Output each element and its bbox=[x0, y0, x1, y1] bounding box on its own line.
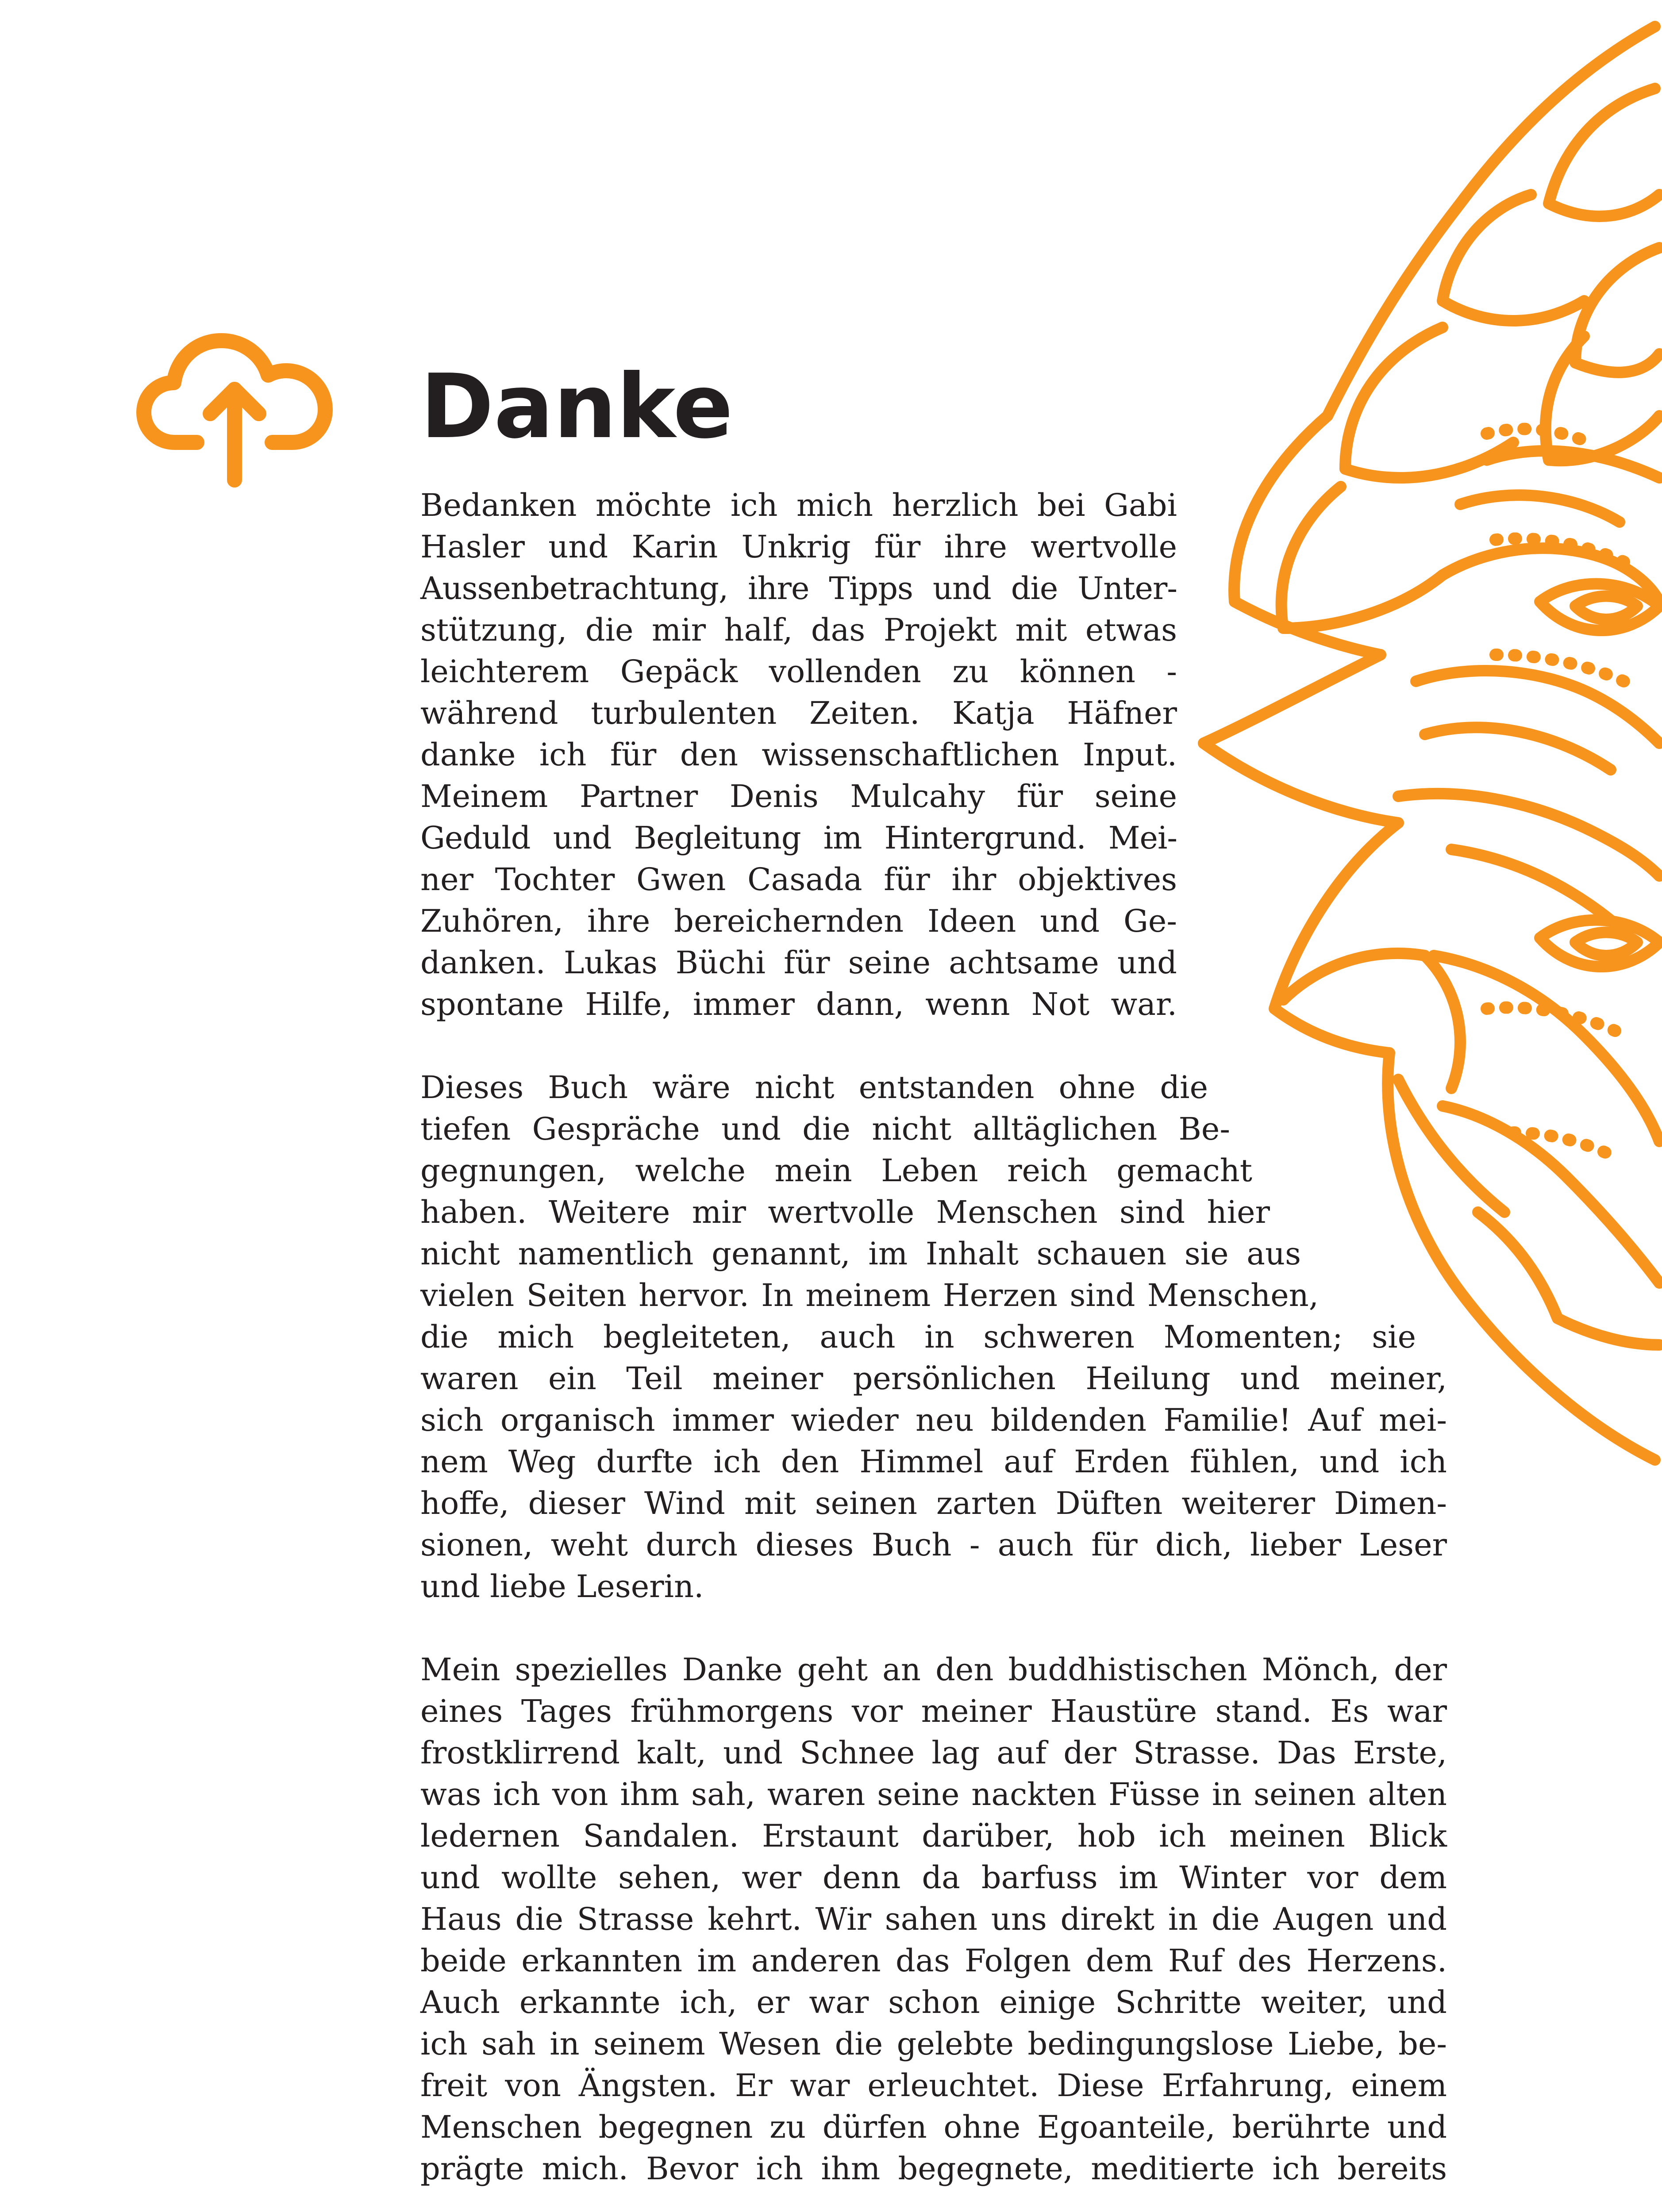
text-line: Mein spezielles Danke geht an den buddhistischen Mönch, der bbox=[420, 1651, 1447, 1688]
text-line: prägte mich. Bevor ich ihm begegnete, meditierte ich bereits bbox=[420, 2151, 1447, 2187]
text-line: spontane Hilfe, immer dann, wenn Not war. bbox=[420, 986, 1177, 1022]
text-line: Bedanken möchte ich mich herzlich bei Gabi bbox=[420, 487, 1177, 523]
text-line: ich sah in seinem Wesen die gelebte bedingungslose Liebe, be- bbox=[420, 2026, 1447, 2062]
text-line: Geduld und Begleitung im Hintergrund. Mei- bbox=[420, 820, 1177, 856]
text-line: und liebe Leserin. bbox=[420, 1568, 704, 1605]
text-line: danke ich für den wissenschaftlichen Input. bbox=[420, 737, 1177, 773]
text-line: stützung, die mir half, das Projekt mit etwas bbox=[420, 612, 1177, 648]
text-line: eines Tages frühmorgens vor meiner Haustüre stand. Es war bbox=[420, 1693, 1447, 1729]
text-line: ner Tochter Gwen Casada für ihr objektives bbox=[420, 861, 1177, 898]
cloud-upload-icon bbox=[133, 323, 336, 500]
text-line: Haus die Strasse kehrt. Wir sahen uns direkt in die Augen und bbox=[420, 1901, 1447, 1937]
text-line: Meinem Partner Denis Mulcahy für seine bbox=[420, 778, 1177, 814]
text-line: waren ein Teil meiner persönlichen Heilung und meiner, bbox=[420, 1360, 1447, 1397]
text-line: frostklirrend kalt, und Schnee lag auf der Strasse. Das Erste, bbox=[420, 1735, 1447, 1771]
text-line: und wollte sehen, wer denn da barfuss im Winter vor dem bbox=[420, 1859, 1447, 1896]
text-line: nem Weg durfte ich den Himmel auf Erden fühlen, und ich bbox=[420, 1444, 1447, 1480]
text-line: vielen Seiten hervor. In meinem Herzen sind Menschen, bbox=[420, 1277, 1319, 1313]
text-line: Auch erkannte ich, er war schon einige Schritte weiter, und bbox=[420, 1984, 1447, 2020]
text-line: beide erkannten im anderen das Folgen dem Ruf des Herzens. bbox=[420, 1943, 1447, 1979]
text-line: was ich von ihm sah, waren seine nackten Füsse in seinen alten bbox=[420, 1776, 1447, 1813]
text-line: ledernen Sandalen. Erstaunt darüber, hob ich meinen Blick bbox=[420, 1818, 1447, 1854]
text-line: Aussenbetrachtung, ihre Tipps und die Unter- bbox=[420, 570, 1177, 607]
text-line: tiefen Gespräche und die nicht alltäglichen Be- bbox=[420, 1111, 1230, 1147]
text-line: hoffe, dieser Wind mit seinen zarten Düften weiterer Dimen- bbox=[420, 1485, 1447, 1521]
text-line: die mich begleiteten, auch in schweren Momenten; sie bbox=[420, 1319, 1416, 1355]
paragraph-acknowledgements bbox=[420, 484, 1447, 1025]
body-text bbox=[420, 484, 1447, 2212]
text-line: während turbulenten Zeiten. Katja Häfner bbox=[420, 695, 1177, 731]
paragraph-monk bbox=[420, 1649, 1447, 2189]
text-line: haben. Weitere mir wertvolle Menschen sind hier bbox=[420, 1194, 1270, 1230]
text-line: leichterem Gepäck vollenden zu können - bbox=[420, 653, 1177, 690]
text-line: Hasler und Karin Unkrig für ihre wertvolle bbox=[420, 529, 1177, 565]
text-line: Dieses Buch wäre nicht entstanden ohne die bbox=[420, 1069, 1208, 1106]
text-line: nicht namentlich genannt, im Inhalt schauen sie aus bbox=[420, 1236, 1301, 1272]
page-title: Danke bbox=[420, 355, 733, 458]
text-line: Zuhören, ihre bereichernden Ideen und Ge- bbox=[420, 903, 1177, 939]
text-line: gegnungen, welche mein Leben reich gemacht bbox=[420, 1152, 1252, 1189]
text-line: Menschen begegnen zu dürfen ohne Egoanteile, berührte und bbox=[420, 2109, 1447, 2145]
paragraph-encounters bbox=[420, 1067, 1447, 1607]
text-line: freit von Ängsten. Er war erleuchtet. Diese Erfahrung, einem bbox=[420, 2067, 1447, 2104]
text-line: sionen, weht durch dieses Buch - auch für dich, lieber Leser bbox=[420, 1527, 1447, 1563]
text-line: sich organisch immer wieder neu bildenden Familie! Auf mei- bbox=[420, 1402, 1447, 1438]
text-line: danken. Lukas Büchi für seine achtsame und bbox=[420, 945, 1177, 981]
